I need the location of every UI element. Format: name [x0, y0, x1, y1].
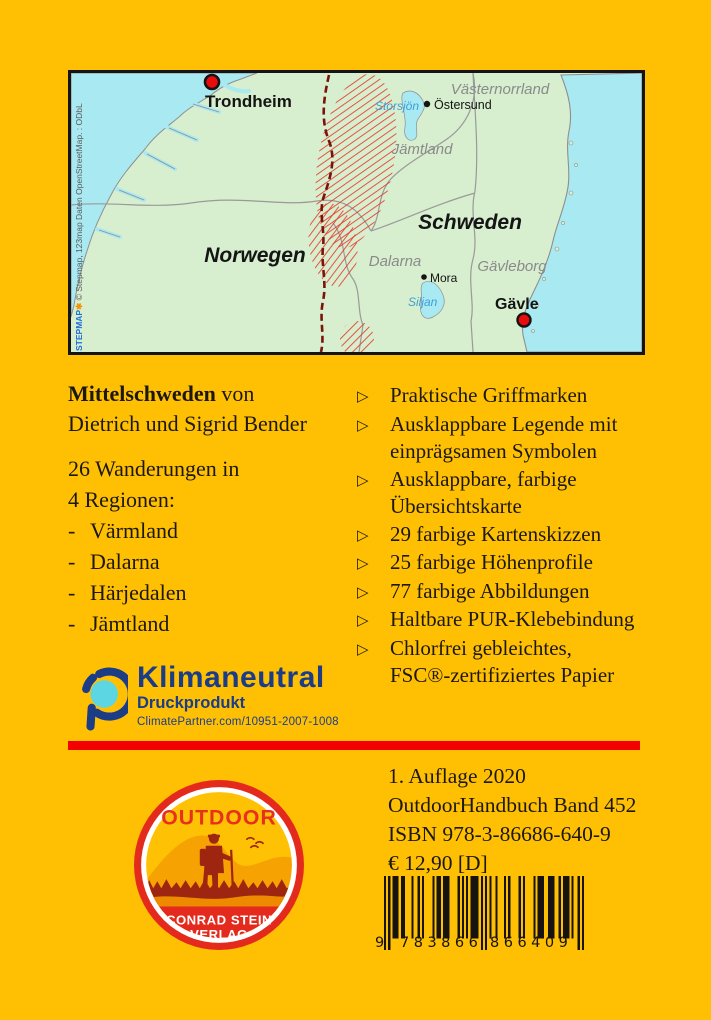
map-label-siljan: Siljan [408, 295, 438, 309]
triangle-bullet-icon: ▷ [357, 554, 369, 572]
isbn-barcode [375, 876, 584, 972]
map-attribution-text: © Stepmap, 123map Daten OpenStreetMap. : ODbL [74, 103, 84, 303]
book-title: Mittelschweden [68, 381, 216, 406]
regions-line: 4 Regionen: [68, 487, 175, 512]
map-graphic [71, 73, 642, 352]
map-dot-ostersund [424, 101, 430, 107]
overview-map [68, 70, 645, 355]
triangle-bullet-icon: ▷ [357, 525, 369, 544]
map-dot-mora [421, 274, 427, 280]
triangle-bullet-icon: ▷ [357, 639, 369, 658]
title-line [68, 379, 353, 409]
price-line: € 12,90 [D] [388, 851, 488, 875]
feature-item: ▷ Praktische Griffmarken [357, 382, 657, 411]
climate-neutral-block [78, 662, 339, 732]
triangle-bullet-icon: ▷ [357, 582, 369, 601]
map-label-mora: Mora [430, 271, 458, 285]
climate-product: Druckprodukt [137, 694, 246, 712]
publisher-badge [133, 779, 305, 951]
count-line: 26 Wanderungen in [68, 456, 240, 481]
triangle-bullet-icon: ▷ [357, 470, 369, 489]
feature-item: ▷ 77 farbige Abbildungen [357, 578, 657, 607]
intro-block [68, 379, 353, 639]
badge-publisher-line1: CONRAD STEIN [165, 912, 273, 928]
climate-brand: Klimaneutral [137, 661, 325, 694]
climatepartner-logo-icon [78, 666, 128, 732]
map-attribution [74, 103, 85, 351]
title-suffix: von [215, 381, 255, 406]
feature-item: ▷ Haltbare PUR-Klebebindung [357, 606, 657, 635]
map-label-dalarna: Dalarna [368, 253, 422, 270]
map-label-gavleborg: Gävleborg [477, 258, 547, 275]
feature-item: ▷ Ausklappbare Legende mit einprägsamen Symbolen [357, 411, 657, 466]
authors: Dietrich und Sigrid Bender [68, 411, 307, 436]
barcode-digits: 9 783866 866409 [375, 935, 573, 951]
region-item: - Värmland [68, 518, 178, 543]
badge-outdoor-label: OUTDOOR [161, 805, 277, 830]
triangle-bullet-icon: ▷ [357, 415, 369, 434]
region-item: - Jämtland [68, 611, 170, 636]
edition-line: 1. Auflage 2020 [388, 764, 526, 788]
imprint-block [388, 762, 636, 878]
triangle-bullet-icon: ▷ [357, 387, 369, 405]
map-label-norwegen: Norwegen [204, 244, 306, 267]
outdoor-badge-icon [133, 779, 305, 951]
region-list [68, 515, 353, 639]
map-label-gavle: Gävle [495, 296, 539, 313]
map-dot-gavle [518, 314, 531, 327]
map-label-vasternorrland: Västernorrland [450, 81, 550, 98]
feature-item: ▷ Chlorfrei gebleichtes, FSC®-zertifiziertes Papier [357, 635, 657, 690]
feature-item: ▷ Ausklappbare, farbige Übersichtskarte [357, 466, 657, 521]
map-label-storsjon: Storsjön [374, 99, 419, 113]
region-item: - Dalarna [68, 549, 160, 574]
feature-item: ▷ 29 farbige Kartenskizzen [357, 521, 657, 550]
feature-list [357, 382, 657, 690]
isbn-line: ISBN 978-3-86686-640-9 [388, 822, 611, 846]
map-label-trondheim: Trondheim [205, 92, 292, 111]
badge-publisher-line2: VERLAG [190, 926, 248, 942]
stepmap-logo: STEPMAP [74, 309, 84, 351]
stepmap-spark-icon: ✱ [74, 302, 84, 310]
map-label-ostersund: Östersund [434, 98, 492, 112]
region-item: - Härjedalen [68, 580, 187, 605]
map-dot-trondheim [205, 75, 219, 89]
climate-url: ClimatePartner.com/10951-2007-1008 [137, 716, 339, 728]
series-line: OutdoorHandbuch Band 452 [388, 793, 637, 817]
triangle-bullet-icon: ▷ [357, 611, 369, 629]
divider-rule [68, 741, 640, 750]
feature-item: ▷ 25 farbige Höhenprofile [357, 549, 657, 578]
map-label-schweden: Schweden [418, 211, 522, 234]
map-label-jamtland: Jämtland [391, 141, 453, 158]
